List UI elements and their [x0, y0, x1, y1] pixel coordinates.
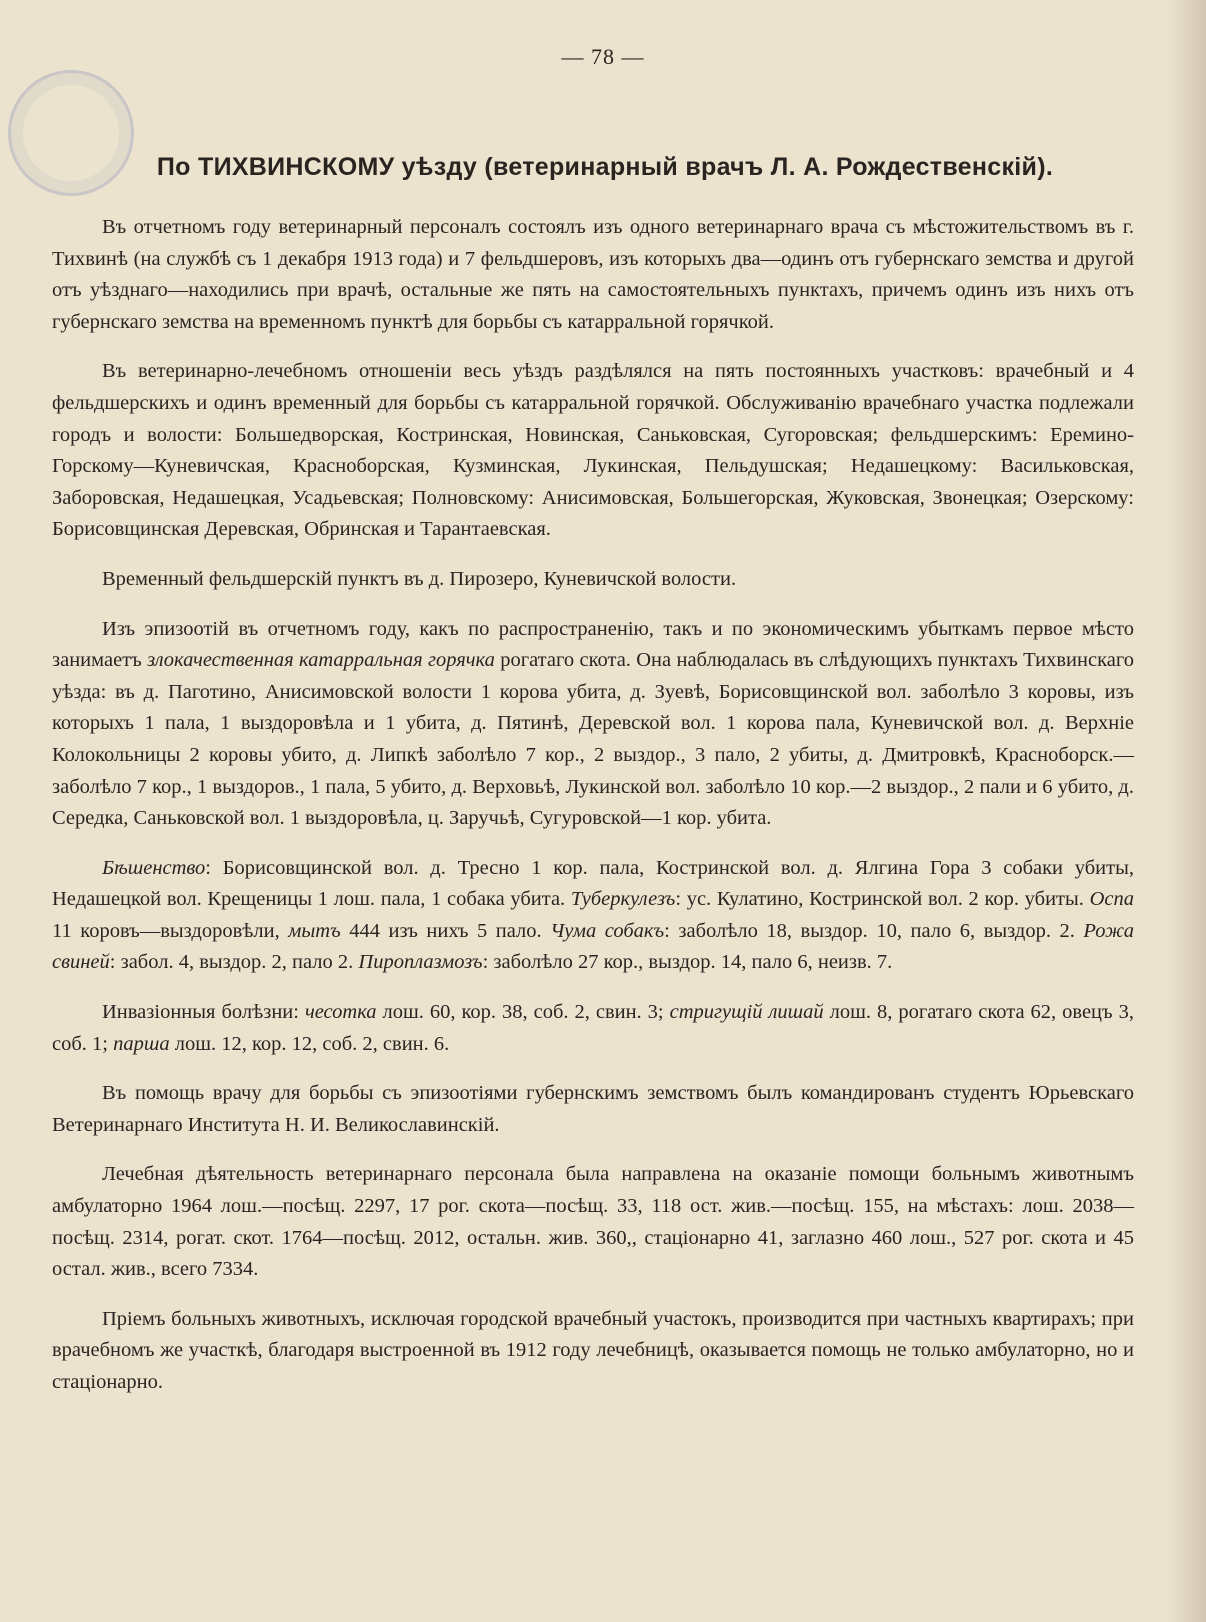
- disease-name: Туберкулезъ: [570, 888, 676, 911]
- disease-name: Оспа: [1089, 888, 1135, 911]
- paragraph-catarrhal-fever: Изъ эпизоотій въ отчетномъ году, какъ по распространенію, такъ и по экономическимъ убыткамъ первое мѣсто занимаетъ злокачественная катарральная горячка рогатаго скота. Она наблюдалась въ слѣдующихъ пунктахъ Тихвинскаго уѣзда: въ д. Паготино, Анисимовской волости 1 корова убита, д. Зуевѣ, Борисовщинской вол. заболѣло 3 коровы, изъ которыхъ 1 пала, 1 выздоровѣла и 1 убита, д. Пятинѣ, Деревской вол. 1 корова пала, Куневичской вол. д. Верхніе Колокольницы 2 коровы убито, д. Липкѣ заболѣло 7 кор., 2 выздор., 3 пало, 2 убиты, д. Дмитровкѣ, Красноборск.—заболѣло 7 кор., 1 выздоров., 1 пала, 5 убито, д. Верховьѣ, Лукинской вол. заболѣло 10 кор.—2 выздор., 2 пали и 6 убито, д. Середка, Саньковской вол. 1 выздоровѣла, ц. Заручьѣ, Сугуровской—1 кор. убита.: [52, 617, 1134, 830]
- disease-name: чесотка: [304, 1001, 377, 1024]
- paragraph-invasive-diseases: Инвазіонныя болѣзни: чесотка лош. 60, кор. 38, соб. 2, свин. 3; стригущій лишай лош. 8, рогатаго скота 62, овецъ 3, соб. 1; парша лош. 12, кор. 12, соб. 2, свин. 6.: [52, 1001, 1134, 1055]
- paragraph-other-epizootics: Бѣшенство: Борисовщинской вол. д. Тресно 1 кор. пала, Костринской вол. д. Ялгина Гора 3 собаки убиты, Недашецкой вол. Крещеницы 1 лош. пала, 1 собака убита. Туберкулезъ: ус. Кулатино, Костринской вол. 2 кор. убиты. Оспа 11 коровъ—выздоровѣли, мытъ 444 изъ нихъ 5 пало. Чума собакъ: заболѣло 18, выздор. 10, пало 6, выздор. 2. Рожа свиней: забол. 4, выздор. 2, пало 2. Пироплазмозъ: заболѣло 27 кор., выздор. 14, пало 6, неизв. 7.: [52, 856, 1135, 974]
- paragraph-reception: Пріемъ больныхъ животныхъ, исключая городской врачебный участокъ, производится при частныхъ квартирахъ; при врачебномъ же участкѣ, благодаря выстроенной въ 1912 году лечебницѣ, оказывается помощь не только амбулаторно, но и стаціонарно.: [52, 1307, 1134, 1393]
- paragraph-staff: Въ отчетномъ году ветеринарный персоналъ состоялъ изъ одного ветеринарнаго врача съ мѣстожительствомъ въ г. Тихвинѣ (на службѣ съ 1 декабря 1913 года) и 7 фельдшеровъ, изъ которыхъ два—одинъ отъ губернскаго земства и другой отъ уѣзднаго—находились при врачѣ, остальные же пять на самостоятельныхъ пунктахъ, причемъ одинъ изъ нихъ отъ губернскаго земства на временномъ пунктѣ для борьбы съ катарральной горячкой.: [52, 216, 1134, 333]
- disease-name: Рожа свиней: [52, 919, 1134, 974]
- section-heading: По ТИХВИНСКОМУ уѣзду (ветеринарный врачъ Л. А. Рождественскій).: [156, 153, 1054, 181]
- disease-name: Бѣшенство: [102, 856, 206, 879]
- paragraph-districts: Въ ветеринарно-лечебномъ отношеніи весь уѣздъ раздѣлялся на пять постоянныхъ участковъ: врачебный и 4 фельдшерскихъ и одинъ временный для борьбы съ катарральной горячкой. Обслуживанію врачебнаго участка подлежали городъ и волости: Большедворская, Костринская, Новинская, Саньковская, Сугоровская; фельдшерскимъ: Еремино-Горскому—Куневичская, Красноборская, Кузминская, Лукинская, Пельдушская; Недашецкому: Васильковская, Заборовская, Недашецкая, Усадьевская; Полновскому: Анисимовская, Большегорская, Жуковская, Звонецкая; Озерскому: Борисовщинская Деревская, Обринская и Тарантаевская.: [52, 360, 1134, 541]
- paragraph-temporary-point: Временный фельдшерскій пунктъ въ д. Пирозеро, Куневичской волости.: [102, 567, 737, 590]
- document-body: [52, 212, 1134, 1417]
- disease-name: Чума собакъ: [550, 919, 665, 942]
- disease-name: мытъ: [288, 919, 341, 942]
- disease-name: злокачественная катарральная горячка: [147, 649, 495, 672]
- paragraph-student-assistance: Въ помощь врачу для борьбы съ эпизоотіями губернскимъ земствомъ былъ командированъ студентъ Юрьевскаго Ветеринарнаго Института Н. И. Великославинскій.: [52, 1082, 1134, 1136]
- disease-name: Пироплазмозъ: [358, 951, 483, 974]
- page-number: — 78 —: [561, 44, 645, 69]
- paragraph-treatment-statistics: Лечебная дѣятельность ветеринарнаго персонала была направлена на оказаніе помощи больнымъ животнымъ амбулаторно 1964 лош.—посѣщ. 2297, 17 рог. скота—посѣщ. 33, 118 ост. жив.—посѣщ. 155, на мѣстахъ: лош. 2038—посѣщ. 2314, рогат. скот. 1764—посѣщ. 2012, остальн. жив. 360,, стаціонарно 41, заглазно 460 лош., 527 рог. скота и 45 остал. жив., всего 7334.: [52, 1163, 1134, 1281]
- disease-name: парша: [113, 1032, 170, 1055]
- page-edge-shadow: [1166, 0, 1206, 1622]
- disease-name: стригущій лишай: [669, 1001, 824, 1024]
